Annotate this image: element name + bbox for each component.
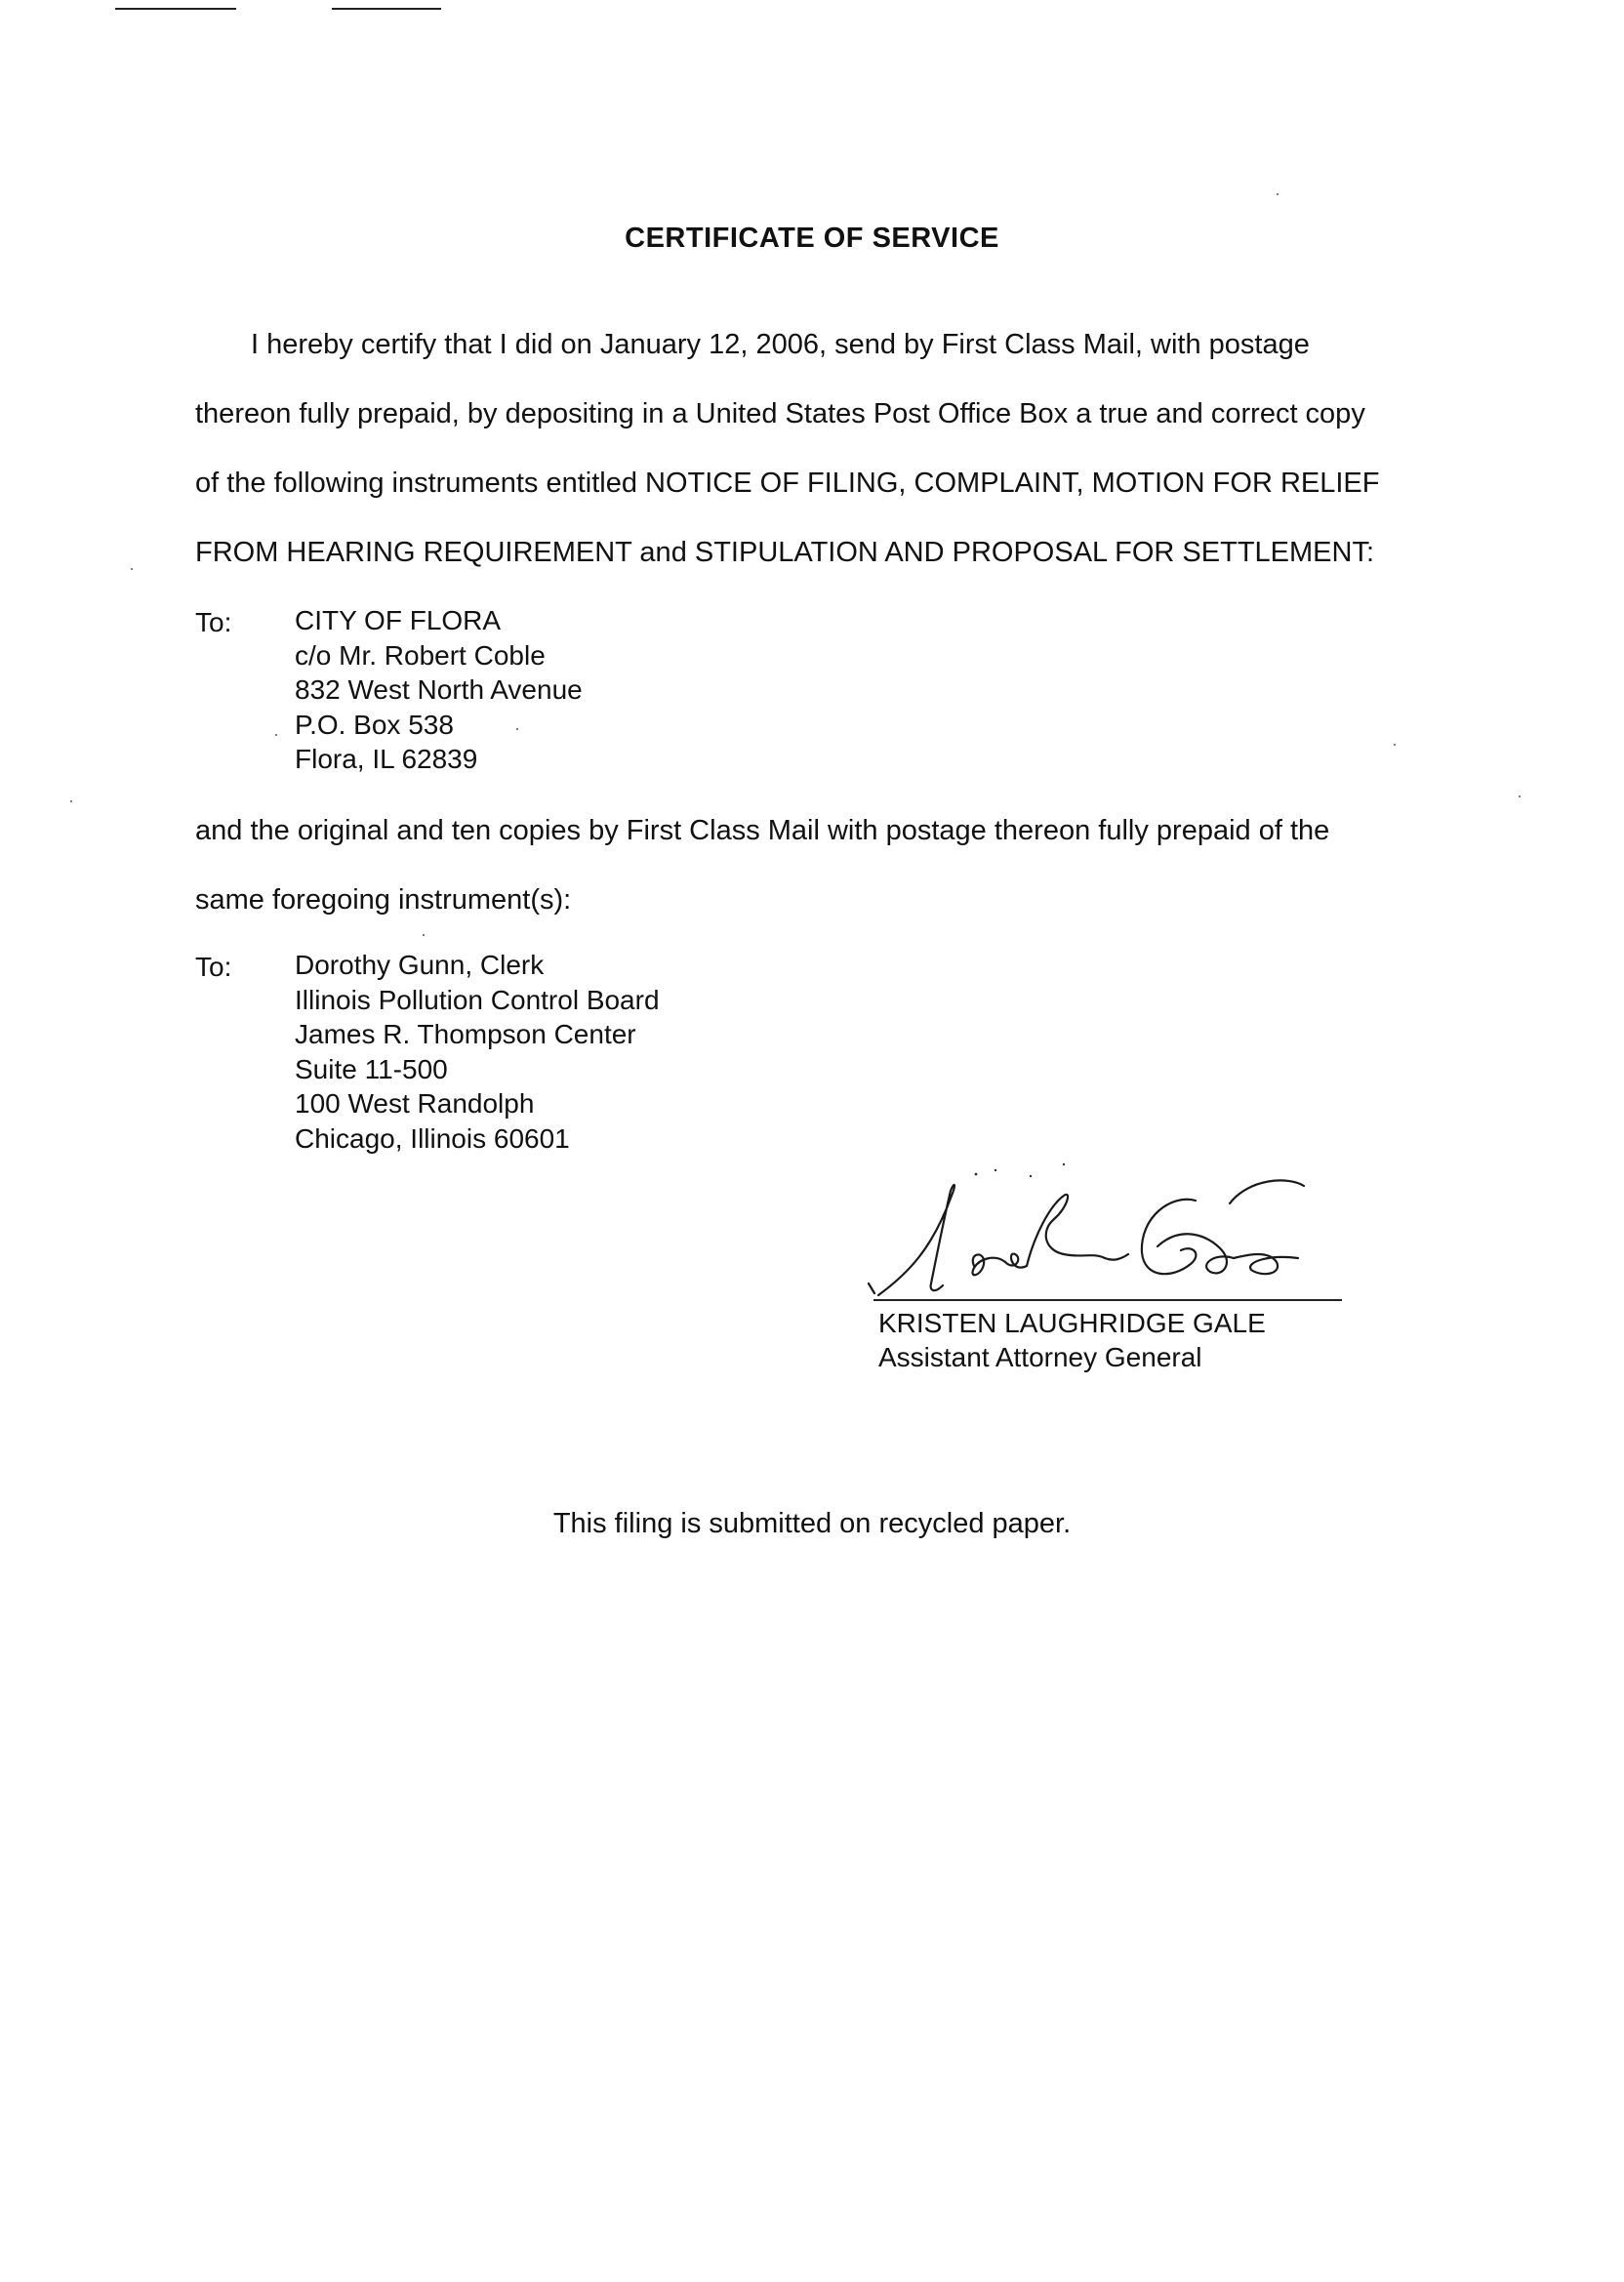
address-line: Suite 11-500 bbox=[295, 1053, 448, 1084]
address-line: James R. Thompson Center bbox=[295, 1019, 636, 1049]
scan-speck bbox=[1519, 795, 1521, 797]
address-line: P.O. Box 538 bbox=[295, 709, 454, 740]
document-title: CERTIFICATE OF SERVICE bbox=[625, 223, 999, 254]
top-rule-right bbox=[332, 8, 441, 10]
recipient-2-label: To: bbox=[195, 952, 232, 982]
recipient-2-address bbox=[295, 948, 660, 1156]
scan-speck bbox=[1394, 744, 1396, 746]
recycled-paper-note: This filing is submitted on recycled paper. bbox=[552, 1508, 1072, 1539]
address-line: Dorothy Gunn, Clerk bbox=[295, 950, 545, 980]
address-line: 832 West North Avenue bbox=[295, 674, 583, 705]
scan-speck bbox=[1277, 193, 1279, 195]
signature-line bbox=[873, 1299, 1342, 1301]
scan-speck bbox=[131, 568, 133, 570]
address-line: Chicago, Illinois 60601 bbox=[295, 1122, 570, 1154]
recipient-1-label: To: bbox=[195, 607, 232, 637]
address-line: Illinois Pollution Control Board bbox=[295, 984, 660, 1015]
middle-line-2: same foregoing instrument(s): bbox=[195, 884, 572, 916]
signature-block bbox=[878, 1306, 1266, 1374]
signer-name: KRISTEN LAUGHRIDGE GALE bbox=[878, 1308, 1266, 1338]
recipient-1-address bbox=[295, 603, 583, 777]
address-line: c/o Mr. Robert Coble bbox=[295, 639, 546, 671]
scan-speck bbox=[70, 800, 72, 802]
body-line-1: I hereby certify that I did on January 12, 2006, send by First Class Mail, with postage bbox=[251, 329, 1310, 360]
body-line-2: thereon fully prepaid, by depositing in a United States Post Office Box a true and correct copy bbox=[195, 398, 1365, 429]
address-line: 100 West Randolph bbox=[295, 1088, 535, 1119]
body-line-4: FROM HEARING REQUIREMENT and STIPULATION AND PROPOSAL FOR SETTLEMENT: bbox=[195, 537, 1375, 568]
scan-speck bbox=[423, 934, 425, 936]
address-line: Flora, IL 62839 bbox=[295, 744, 478, 774]
top-rule-left bbox=[115, 8, 236, 10]
handwritten-signature bbox=[859, 1157, 1308, 1303]
scan-speck bbox=[516, 728, 518, 730]
middle-line-1: and the original and ten copies by First Class Mail with postage thereon fully prepaid of the bbox=[195, 815, 1330, 846]
signer-title: Assistant Attorney General bbox=[878, 1342, 1202, 1372]
scan-speck bbox=[275, 734, 277, 736]
address-line: CITY OF FLORA bbox=[295, 605, 502, 635]
body-line-3: of the following instruments entitled NOTICE OF FILING, COMPLAINT, MOTION FOR RELIEF bbox=[195, 468, 1380, 499]
